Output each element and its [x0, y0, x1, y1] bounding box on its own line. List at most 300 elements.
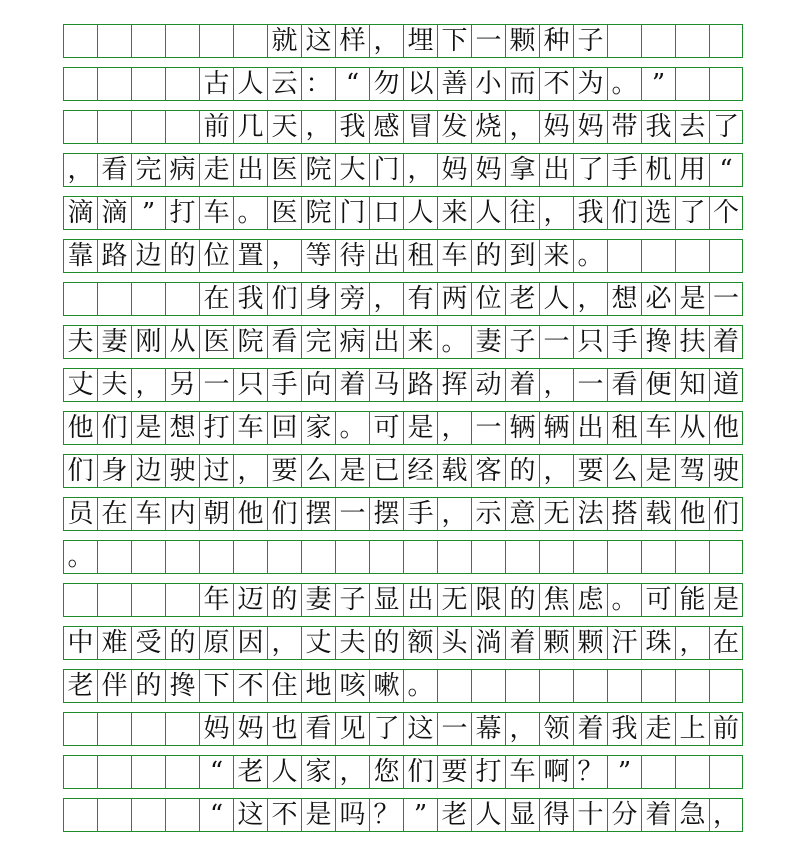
paper-row — [63, 626, 743, 660]
grid-cell — [131, 799, 165, 831]
grid-cell: 不 — [267, 799, 301, 831]
grid-cell — [675, 541, 709, 573]
grid-cell: 辆 — [539, 412, 573, 444]
grid-cell: 夫 — [97, 369, 131, 401]
grid-cell: 只 — [573, 326, 607, 358]
grid-cell: 额 — [403, 627, 437, 659]
grid-cell — [199, 25, 233, 57]
grid-cell: 十 — [573, 799, 607, 831]
grid-cell — [607, 25, 641, 57]
grid-cell: 车 — [505, 756, 539, 788]
grid-cell: 得 — [539, 799, 573, 831]
grid-cell: 妻 — [97, 326, 131, 358]
grid-cell: 待 — [335, 240, 369, 272]
grid-cell: ” — [641, 68, 675, 100]
grid-cell: 了 — [573, 154, 607, 186]
grid-cell: 的 — [471, 240, 505, 272]
grid-cell: 为 — [573, 68, 607, 100]
grid-cell: 的 — [369, 627, 403, 659]
grid-cell: 一 — [199, 369, 233, 401]
grid-cell: 就 — [267, 25, 301, 57]
grid-cell: 医 — [267, 197, 301, 229]
grid-cell: 来 — [437, 197, 471, 229]
grid-cell — [607, 670, 641, 702]
grid-cell: 他 — [709, 412, 743, 444]
grid-cell — [709, 541, 743, 573]
grid-cell: 我 — [641, 111, 675, 143]
grid-cell — [63, 68, 97, 100]
grid-cell: 打 — [471, 756, 505, 788]
grid-cell: 辆 — [505, 412, 539, 444]
grid-cell: 们 — [403, 756, 437, 788]
grid-cell — [641, 670, 675, 702]
grid-cell: 。 — [63, 541, 97, 573]
grid-cell: 勿 — [369, 68, 403, 100]
grid-cell: 也 — [267, 713, 301, 745]
grid-cell: 院 — [301, 197, 335, 229]
grid-cell: 想 — [165, 412, 199, 444]
grid-cell: 人 — [267, 756, 301, 788]
grid-cell: 虑 — [573, 584, 607, 616]
grid-cell: 意 — [505, 498, 539, 530]
grid-cell: 的 — [505, 455, 539, 487]
grid-cell: 出 — [369, 326, 403, 358]
grid-cell: 一 — [471, 25, 505, 57]
paper-row — [63, 712, 743, 746]
grid-cell: 租 — [403, 240, 437, 272]
grid-cell: 子 — [573, 25, 607, 57]
grid-cell: 了 — [675, 197, 709, 229]
grid-cell — [165, 68, 199, 100]
grid-cell — [97, 713, 131, 745]
grid-cell: 幕 — [471, 713, 505, 745]
grid-cell — [131, 25, 165, 57]
grid-cell: ， — [437, 412, 471, 444]
grid-cell: 拿 — [505, 154, 539, 186]
grid-cell: 们 — [267, 498, 301, 530]
grid-cell: 分 — [607, 799, 641, 831]
grid-cell: 便 — [641, 369, 675, 401]
grid-cell: ， — [63, 154, 97, 186]
grid-cell: 租 — [607, 412, 641, 444]
grid-cell: 机 — [641, 154, 675, 186]
grid-cell — [709, 25, 743, 57]
grid-cell — [505, 670, 539, 702]
grid-cell: 走 — [199, 154, 233, 186]
grid-cell: 内 — [165, 498, 199, 530]
grid-cell: 人 — [471, 799, 505, 831]
grid-cell: 前 — [199, 111, 233, 143]
grid-cell: 不 — [233, 670, 267, 702]
paper-row — [63, 368, 743, 402]
grid-cell: 在 — [709, 627, 743, 659]
grid-cell: 这 — [403, 713, 437, 745]
grid-cell: 已 — [369, 455, 403, 487]
grid-cell: 前 — [709, 713, 743, 745]
grid-cell: 用 — [675, 154, 709, 186]
grid-cell: 汗 — [607, 627, 641, 659]
grid-cell: ， — [335, 756, 369, 788]
grid-cell: 马 — [369, 369, 403, 401]
grid-cell: 一 — [471, 412, 505, 444]
grid-cell: ， — [403, 154, 437, 186]
grid-cell: 能 — [675, 584, 709, 616]
grid-cell: 法 — [573, 498, 607, 530]
grid-cell: 路 — [97, 240, 131, 272]
grid-cell: 道 — [709, 369, 743, 401]
paper-row — [63, 497, 743, 531]
grid-cell: 受 — [131, 627, 165, 659]
grid-cell: 妈 — [199, 713, 233, 745]
grid-cell: 可 — [369, 412, 403, 444]
grid-cell: 搀 — [641, 326, 675, 358]
grid-cell: 只 — [233, 369, 267, 401]
grid-cell: 感 — [369, 111, 403, 143]
grid-cell: ， — [505, 713, 539, 745]
grid-cell: ？ — [369, 799, 403, 831]
grid-cell: ， — [539, 369, 573, 401]
grid-cell: ， — [369, 283, 403, 315]
grid-cell: 这 — [301, 25, 335, 57]
grid-cell: 知 — [675, 369, 709, 401]
grid-cell: 人 — [471, 197, 505, 229]
grid-cell: 等 — [301, 240, 335, 272]
paper-row — [63, 798, 743, 832]
grid-cell: 个 — [709, 197, 743, 229]
grid-cell — [165, 25, 199, 57]
grid-cell: 一 — [709, 283, 743, 315]
grid-cell: 子 — [335, 584, 369, 616]
grid-cell: 夫 — [63, 326, 97, 358]
grid-cell — [165, 713, 199, 745]
grid-cell: 置 — [233, 240, 267, 272]
paper-row — [63, 110, 743, 144]
grid-cell: 摆 — [369, 498, 403, 530]
grid-cell — [63, 713, 97, 745]
grid-cell: 人 — [403, 197, 437, 229]
grid-cell: ， — [369, 25, 403, 57]
grid-cell: 出 — [539, 154, 573, 186]
grid-cell: 员 — [63, 498, 97, 530]
grid-cell: 滴 — [97, 197, 131, 229]
grid-cell — [301, 541, 335, 573]
grid-cell — [369, 541, 403, 573]
grid-cell: “ — [709, 154, 743, 186]
grid-cell: 车 — [437, 240, 471, 272]
grid-cell: 家 — [301, 412, 335, 444]
grid-cell: 回 — [267, 412, 301, 444]
grid-cell: 的 — [165, 627, 199, 659]
grid-cell: 边 — [131, 240, 165, 272]
grid-cell: 们 — [709, 498, 743, 530]
grid-cell: 从 — [165, 326, 199, 358]
grid-cell: 看 — [267, 326, 301, 358]
grid-cell: 嗽 — [369, 670, 403, 702]
grid-cell: 。 — [335, 412, 369, 444]
grid-cell: 看 — [607, 369, 641, 401]
paper-row — [63, 325, 743, 359]
grid-cell: 不 — [539, 68, 573, 100]
grid-cell: 是 — [403, 412, 437, 444]
grid-cell — [131, 756, 165, 788]
grid-cell — [505, 541, 539, 573]
grid-cell: 示 — [471, 498, 505, 530]
grid-cell: 原 — [199, 627, 233, 659]
grid-cell: 着 — [335, 369, 369, 401]
grid-cell: 着 — [573, 713, 607, 745]
grid-cell: 他 — [233, 498, 267, 530]
grid-cell — [709, 240, 743, 272]
grid-cell — [437, 541, 471, 573]
grid-cell: 出 — [369, 240, 403, 272]
grid-cell: 年 — [199, 584, 233, 616]
grid-cell: 必 — [641, 283, 675, 315]
grid-cell: 的 — [505, 584, 539, 616]
grid-cell — [63, 756, 97, 788]
grid-cell: ， — [675, 627, 709, 659]
grid-cell: 的 — [165, 240, 199, 272]
grid-cell: 靠 — [63, 240, 97, 272]
grid-cell: 朝 — [199, 498, 233, 530]
grid-cell — [131, 111, 165, 143]
grid-cell: 车 — [131, 498, 165, 530]
grid-cell: ” — [131, 197, 165, 229]
grid-cell: 到 — [505, 240, 539, 272]
grid-cell — [63, 584, 97, 616]
grid-cell: 。 — [233, 197, 267, 229]
grid-cell — [131, 68, 165, 100]
grid-cell: 埋 — [403, 25, 437, 57]
grid-cell: 是 — [675, 283, 709, 315]
grid-cell — [97, 68, 131, 100]
grid-cell — [641, 756, 675, 788]
grid-cell: 老 — [233, 756, 267, 788]
grid-cell: 妻 — [301, 584, 335, 616]
grid-cell: 身 — [97, 455, 131, 487]
grid-cell — [675, 25, 709, 57]
grid-cell: 是 — [335, 455, 369, 487]
grid-cell: 着 — [505, 627, 539, 659]
grid-cell: 另 — [165, 369, 199, 401]
grid-cell: 两 — [437, 283, 471, 315]
grid-cell: 伴 — [97, 670, 131, 702]
grid-cell: 病 — [165, 154, 199, 186]
grid-cell: 要 — [573, 455, 607, 487]
grid-cell: 有 — [403, 283, 437, 315]
grid-cell: 看 — [301, 713, 335, 745]
grid-cell: 天 — [267, 111, 301, 143]
grid-cell: ， — [131, 369, 165, 401]
grid-cell: 老 — [63, 670, 97, 702]
grid-cell: 扶 — [675, 326, 709, 358]
grid-cell: 小 — [471, 68, 505, 100]
grid-cell: ， — [539, 455, 573, 487]
grid-cell: 出 — [233, 154, 267, 186]
grid-cell: ， — [267, 627, 301, 659]
grid-cell: 他 — [63, 412, 97, 444]
grid-cell: 动 — [471, 369, 505, 401]
grid-cell: 丈 — [301, 627, 335, 659]
grid-cell: 妈 — [471, 154, 505, 186]
grid-cell: 。 — [437, 326, 471, 358]
grid-cell — [573, 541, 607, 573]
paper-row — [63, 540, 743, 574]
grid-cell — [471, 670, 505, 702]
grid-cell — [97, 756, 131, 788]
grid-cell: 要 — [437, 756, 471, 788]
grid-cell — [471, 541, 505, 573]
grid-cell — [675, 240, 709, 272]
grid-cell: 门 — [335, 197, 369, 229]
grid-cell: 无 — [539, 498, 573, 530]
grid-cell — [63, 25, 97, 57]
paper-row — [63, 196, 743, 230]
grid-cell — [165, 799, 199, 831]
grid-cell: 位 — [471, 283, 505, 315]
grid-cell: 了 — [709, 111, 743, 143]
grid-cell: 去 — [675, 111, 709, 143]
grid-cell: 是 — [131, 412, 165, 444]
grid-cell — [709, 68, 743, 100]
grid-cell — [131, 283, 165, 315]
grid-cell: 颗 — [573, 627, 607, 659]
grid-cell: 么 — [301, 455, 335, 487]
grid-cell: 人 — [233, 68, 267, 100]
grid-cell: 吗 — [335, 799, 369, 831]
grid-cell: 而 — [505, 68, 539, 100]
grid-cell: 啊 — [539, 756, 573, 788]
grid-cell: 我 — [335, 111, 369, 143]
grid-cell: 打 — [199, 412, 233, 444]
grid-cell: 样 — [335, 25, 369, 57]
grid-cell: 载 — [641, 498, 675, 530]
grid-cell: 院 — [301, 154, 335, 186]
grid-cell: 门 — [369, 154, 403, 186]
grid-cell: 云 — [267, 68, 301, 100]
grid-cell — [641, 240, 675, 272]
grid-cell: 向 — [301, 369, 335, 401]
grid-cell: 老 — [505, 283, 539, 315]
grid-cell: 从 — [675, 412, 709, 444]
grid-cell: 妻 — [471, 326, 505, 358]
grid-cell — [131, 584, 165, 616]
grid-cell — [199, 541, 233, 573]
grid-cell: 领 — [539, 713, 573, 745]
grid-cell — [267, 541, 301, 573]
grid-cell: 妈 — [539, 111, 573, 143]
grid-cell: 着 — [641, 799, 675, 831]
grid-cell: 咳 — [335, 670, 369, 702]
grid-cell — [97, 283, 131, 315]
grid-cell: ” — [607, 756, 641, 788]
grid-cell — [641, 541, 675, 573]
grid-cell: 完 — [131, 154, 165, 186]
grid-cell: “ — [335, 68, 369, 100]
grid-cell: ， — [437, 498, 471, 530]
grid-cell: 头 — [437, 627, 471, 659]
grid-cell — [97, 799, 131, 831]
grid-cell: 显 — [369, 584, 403, 616]
grid-cell: 口 — [369, 197, 403, 229]
grid-cell: 经 — [403, 455, 437, 487]
grid-cell: 焦 — [539, 584, 573, 616]
grid-cell: 打 — [165, 197, 199, 229]
paper-row — [63, 583, 743, 617]
grid-cell: ， — [505, 111, 539, 143]
paper-row — [63, 239, 743, 273]
grid-cell: 这 — [233, 799, 267, 831]
grid-cell — [165, 111, 199, 143]
grid-cell: 妈 — [573, 111, 607, 143]
grid-cell — [607, 240, 641, 272]
grid-cell: 迈 — [233, 584, 267, 616]
grid-cell: 手 — [267, 369, 301, 401]
grid-cell: 选 — [641, 197, 675, 229]
grid-cell: 种 — [539, 25, 573, 57]
grid-cell: 我 — [233, 283, 267, 315]
grid-cell: 们 — [607, 197, 641, 229]
paper-row — [63, 24, 743, 58]
grid-cell: 车 — [199, 197, 233, 229]
grid-cell: 下 — [199, 670, 233, 702]
grid-cell — [709, 756, 743, 788]
grid-cell: 们 — [63, 455, 97, 487]
grid-cell: 着 — [709, 326, 743, 358]
grid-cell: 驶 — [709, 455, 743, 487]
grid-cell: 载 — [437, 455, 471, 487]
grid-cell — [233, 541, 267, 573]
grid-cell: 医 — [267, 154, 301, 186]
grid-cell: 着 — [505, 369, 539, 401]
grid-cell: 上 — [675, 713, 709, 745]
grid-cell: 想 — [607, 283, 641, 315]
grid-cell: 一 — [335, 498, 369, 530]
grid-cell: 驶 — [165, 455, 199, 487]
grid-cell: 。 — [403, 670, 437, 702]
grid-cell: 一 — [573, 369, 607, 401]
grid-cell: 车 — [233, 412, 267, 444]
grid-cell: 无 — [437, 584, 471, 616]
paper-row — [63, 67, 743, 101]
grid-cell: 手 — [607, 326, 641, 358]
grid-cell: 以 — [403, 68, 437, 100]
grid-cell: 们 — [267, 283, 301, 315]
grid-cell: 。 — [607, 68, 641, 100]
grid-cell: 中 — [63, 627, 97, 659]
grid-cell — [675, 68, 709, 100]
grid-cell: 颗 — [505, 25, 539, 57]
grid-cell: 在 — [97, 498, 131, 530]
grid-cell: 珠 — [641, 627, 675, 659]
grid-cell: 下 — [437, 25, 471, 57]
grid-cell: ， — [709, 799, 743, 831]
grid-cell — [131, 713, 165, 745]
grid-cell: 大 — [335, 154, 369, 186]
grid-cell: 院 — [233, 326, 267, 358]
grid-cell: 冒 — [403, 111, 437, 143]
grid-cell: 客 — [471, 455, 505, 487]
paper-row — [63, 153, 743, 187]
grid-cell: “ — [199, 799, 233, 831]
grid-cell — [165, 584, 199, 616]
grid-cell: ？ — [573, 756, 607, 788]
grid-cell: 妈 — [437, 154, 471, 186]
grid-cell: 老 — [437, 799, 471, 831]
composition-paper — [63, 24, 743, 853]
grid-cell — [437, 670, 471, 702]
grid-cell: 在 — [199, 283, 233, 315]
grid-cell: 身 — [301, 283, 335, 315]
